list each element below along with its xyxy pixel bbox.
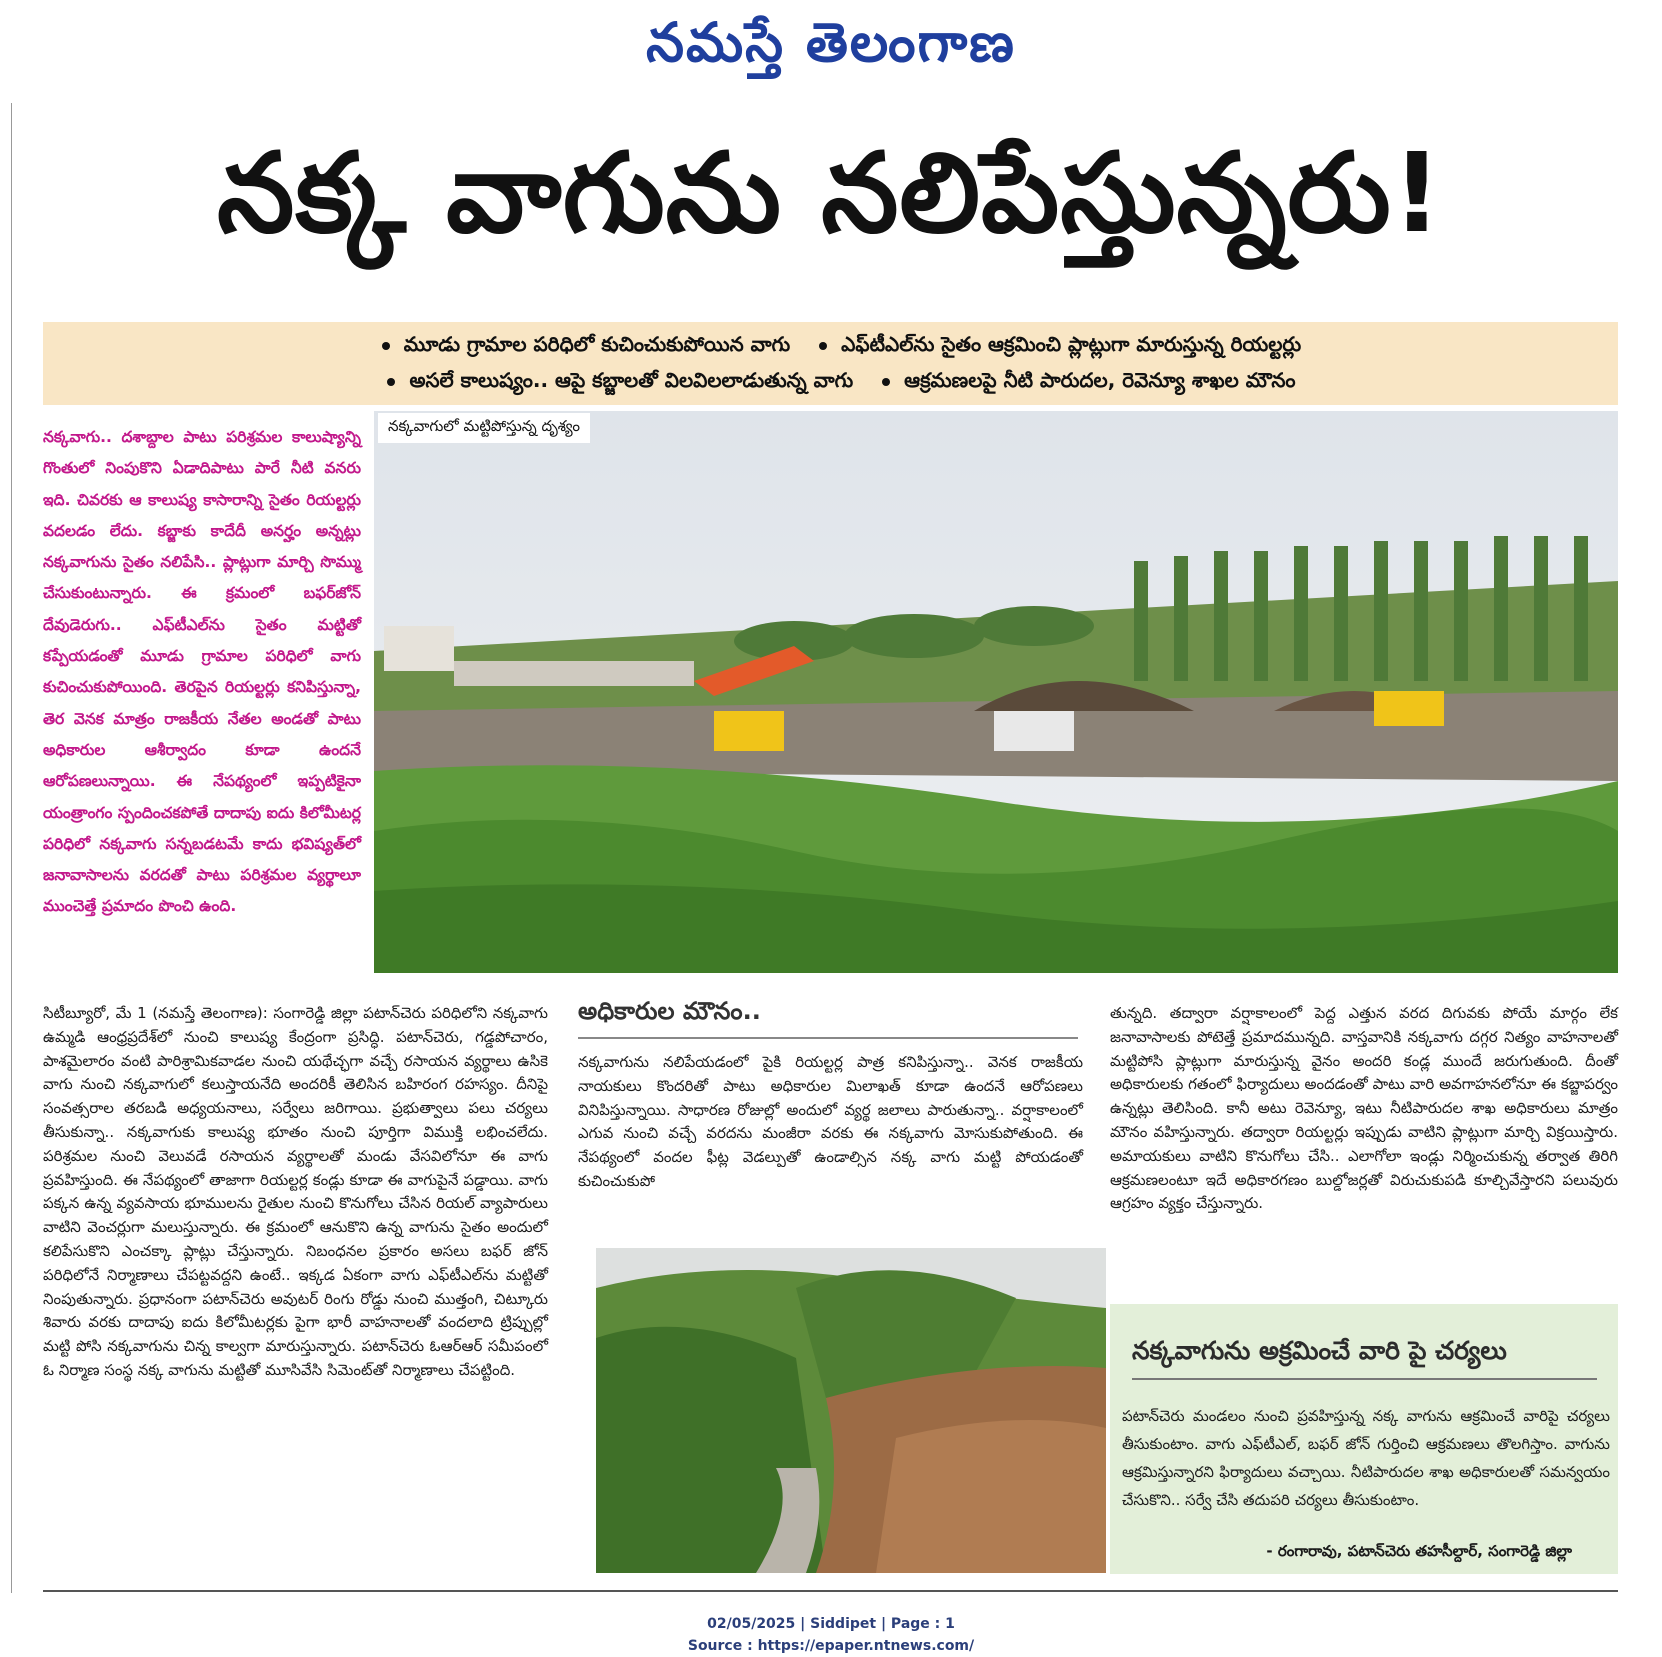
masthead-logo: నమస్తే తెలంగాణ [646, 10, 1016, 74]
highlights-line-2 [43, 368, 1618, 397]
highlight-item: మూడు గ్రామాల పరిధిలో కుచించుకుపోయిన వాగు [403, 332, 791, 356]
box-title: నక్కవాగును అక్రమించే వారి పై చర్యలు [1132, 1336, 1597, 1380]
footer-source: Source : https://epaper.ntnews.com/ [687, 1638, 975, 1654]
highlights-banner [43, 322, 1618, 405]
main-photo-illustration [374, 411, 1618, 973]
article-column-1: సిటీబ్యూరో, మే 1 (నమస్తే తెలంగాణ): సంగారెడ్డి జిల్లా పటాన్‌చెరు పరిధిలోని నక్కవాగు ఉమ్మడి ఆంధ్రప్రదేశ్‌లో నుంచి కాలుష్య కేంద్రంగా ప్రసిద్ధి. పటాన్‌చెరు, గడ్డపోచారం, పాశమైలారం వంటి పారిశ్రామికవాడల నుంచి యథేచ్ఛగా వచ్చే రసాయన వ్యర్థాలు ఉసికె వాగు నుంచి నక్కవాగులో కలుస్తాయనేది అందరికీ తెలిసిన బహిరంగ రహస్యం. దీనిపై సంవత్సరాల తరబడి అధ్యయనాలు, సర్వేలు జరిగాయి. ప్రభుత్వాలు పలు చర్యలు తీసుకున్నా.. నక్కవాగుకు కాలుష్య భూతం నుంచి పూర్తిగా విముక్తి లభించలేదు. పరిశ్రమల నుంచి వెలువడే రసాయన వ్యర్థాలతో మండు వేసవిలోనూ ఈ వాగు ప్రవహిస్తుంది. ఈ నేపథ్యంలో తాజాగా రియల్టర్ల కండ్లు కూడా ఈ వాగుపైనే పడ్డాయి. వాగు పక్కన ఉన్న వ్యవసాయ భూములను రైతుల నుంచి కొనుగోలు చేసిన రియల్ వ్యాపారులు వాటిని వెంచర్లుగా మలుస్తున్నారు. ఈ క్రమంలో ఆనుకొని ఉన్న వాగును సైతం అందులో కలిపేసుకొని ఎంచక్కా ప్లాట్లు చేస్తున్నారు. నిబంధనల ప్రకారం అసలు బఫర్ జోన్ పరిధిలోనే నిర్మాణాలు చేపట్టవద్దని ఉంటే.. ఇక్కడ ఏకంగా వాగు ఎఫ్‌టీఎల్‌ను మట్టితో నింపుతున్నారు. ప్రధానంగా పటాన్‌చెరు అవుటర్ రింగు రోడ్డు నుంచి ముత్తంగి, చిట్కూరు శివారు వరకు దాదాపు ఐదు కిలోమీటర్లకు పైగా భారీ వాహనాలతో వందలాది ట్రిప్పుల్లో మట్టి పోసి నక్కవాగును చిన్న కాల్వగా మారుస్తున్నారు. పటాన్‌చెరు ఓఆర్ఆర్ సమీపంలో ఓ నిర్మాణ సంస్థ నక్క వాగును మట్టితో మూసివేసి సిమెంట్‌తో నిర్మాణాలు చేపట్టింది. [43, 1004, 548, 1379]
headline: నక్క వాగును నలిపేస్తున్నరు! [217, 129, 1443, 257]
secondary-photo-stream-dump [596, 1248, 1106, 1573]
photo-caption: నక్కవాగులో మట్టిపోస్తున్న దృశ్యం [378, 413, 590, 443]
bullet-icon [387, 378, 395, 386]
article-column-3: తున్నది. తద్వారా వర్షాకాలంలో పెద్ద ఎత్తున వరద దిగువకు పోయే మార్గం లేక జనావాసాలకు పోటెత్తే ప్రమాదమున్నది. వాస్తవానికి నక్కవాగు దగ్గర నిత్యం వాహనాలతో మట్టిపోసి ప్లాట్లుగా మారుస్తున్న వైనం అందరి కండ్ల ముందే జరుగుతుంది. దీంతో అధికారులకు గతంలో ఫిర్యాదులు అందడంతో పాటు వారి అవగాహనలోనూ ఈ కబ్జాపర్వం ఉన్నట్లు తెలిసింది. కానీ అటు రెవెన్యూ, ఇటు నీటిపారుదల శాఖ అధికారులు మాత్రం మౌనం వహిస్తున్నారు. తద్వారా రియల్టర్లు ఇప్పుడు వాటిని ప్లాట్లుగా మార్చి విక్రయిస్తారు. అమాయకులు వాటిని కొనుగోలు చేసి.. ఎలాగోలా ఇండ్లు నిర్మించుకున్న తర్వాత తిరిగి ఆక్రమణలంటూ ఇదే అధికారగణం బుల్డోజర్లతో విరుచుకుపడి కూల్చివేస్తారని పలువురు ఆగ్రహం వ్యక్తం చేస్తున్నారు. [1110, 1004, 1618, 1213]
highlights-line-1 [43, 332, 1618, 361]
article-column-2: నక్కవాగును నలిపేయడంలో పైకి రియల్టర్ల పాత్ర కనిపిస్తున్నా.. వెనక రాజకీయ నాయకులు కొందరితో పాటు అధికారుల మిలాఖత్ కూడా ఉందనే ఆరోపణలు వినిపిస్తున్నాయి. సాధారణ రోజుల్లో అందులో వ్యర్థ జలాలు పారుతున్నా.. వర్షాకాలంలో ఎగువ నుంచి వచ్చే వరదను మంజీరా వరకు ఈ నక్కవాగు మోసుకుపోతుంది. ఈ నేపథ్యంలో వందల ఫీట్ల వెడల్పుతో ఉండాల్సిన నక్క వాగు మట్టి పోయడంతో కుచించుకుపో [578, 1053, 1083, 1190]
left-margin-rule [11, 103, 12, 1593]
box-body: పటాన్‌చెరు మండలం నుంచి ప్రవహిస్తున్న నక్క వాగును ఆక్రమించే వారిపై చర్యలు తీసుకుంటాం. వాగు ఎఫ్‌టీఎల్, బఫర్ జోన్ గుర్తించి ఆక్రమణలు తొలగిస్తాం. వాగును ఆక్రమిస్తున్నారని ఫిర్యాదులు వచ్చాయి. నీటిపారుదల శాఖ అధికారులతో సమన్వయం చేసుకొని.. సర్వే చేసి తదుపరి చర్యలు తీసుకుంటాం. [1122, 1407, 1610, 1509]
bullet-icon [819, 342, 827, 350]
official-statement-box [1110, 1304, 1618, 1574]
bullet-icon [882, 378, 890, 386]
main-photo-construction-site [374, 411, 1618, 973]
footer-edition-info: 02/05/2025 | Siddipet | Page : 1 [707, 1616, 955, 1632]
highlight-item: ఆక్రమణలపై నీటి పారుదల, రెవెన్యూ శాఖల మౌనం [904, 368, 1296, 392]
intro-text: నక్కవాగు.. దశాబ్దాల పాటు పరిశ్రమల కాలుష్యాన్ని గొంతులో నింపుకొని ఏడాదిపాటు పారే నీటి వనరు ఇది. చివరకు ఆ కాలుష్య కాసారాన్ని సైతం రియల్టర్లు వదలడం లేదు. కబ్జాకు కాదేదీ అనర్హం అన్నట్లు నక్కవాగును సైతం నలిపేసి.. ప్లాట్లుగా మార్చి సొమ్ము చేసుకుంటున్నారు. ఈ క్రమంలో బఫర్‌జోన్ దేవుడెరుగు.. ఎఫ్‌టీఎల్‌ను సైతం మట్టితో కప్పేయడంతో మూడు గ్రామాల పరిధిలో వాగు కుచించుకుపోయింది. తెరపైన రియల్టర్లు కనిపిస్తున్నా, తెర వెనక మాత్రం రాజకీయ నేతల అండతో పాటు అధికారుల ఆశీర్వాదం కూడా ఉందనే ఆరోపణలున్నాయి. ఈ నేపథ్యంలో ఇప్పటికైనా యంత్రాంగం స్పందించకపోతే దాదాపు ఐదు కిలోమీటర్ల పరిధిలో నక్కవాగు సన్నబడటమే కాదు భవిష్యత్‌లో జనావాసాలను వరదతో పాటు పరిశ్రమల వ్యర్థాలూ ముంచెత్తే ప్రమాదం పొంచి ఉంది. [43, 428, 361, 916]
secondary-photo-illustration [596, 1248, 1106, 1573]
box-signature: - రంగారావు, పటాన్‌చెరు తహసీల్దార్, సంగారెడ్డి జిల్లా [1266, 1542, 1572, 1560]
highlight-item: ఎఫ్‌టీఎల్‌ను సైతం ఆక్రమించి ప్లాట్లుగా మారుస్తున్న రియల్టర్లు [841, 332, 1302, 356]
bottom-rule [43, 1590, 1618, 1592]
subheading: అధికారుల మౌనం.. [578, 997, 1078, 1039]
highlight-item: అసలే కాలుష్యం.. ఆపై కబ్జాలతో విలవిలలాడుతున్న వాగు [409, 368, 854, 392]
bullet-icon [382, 342, 390, 350]
